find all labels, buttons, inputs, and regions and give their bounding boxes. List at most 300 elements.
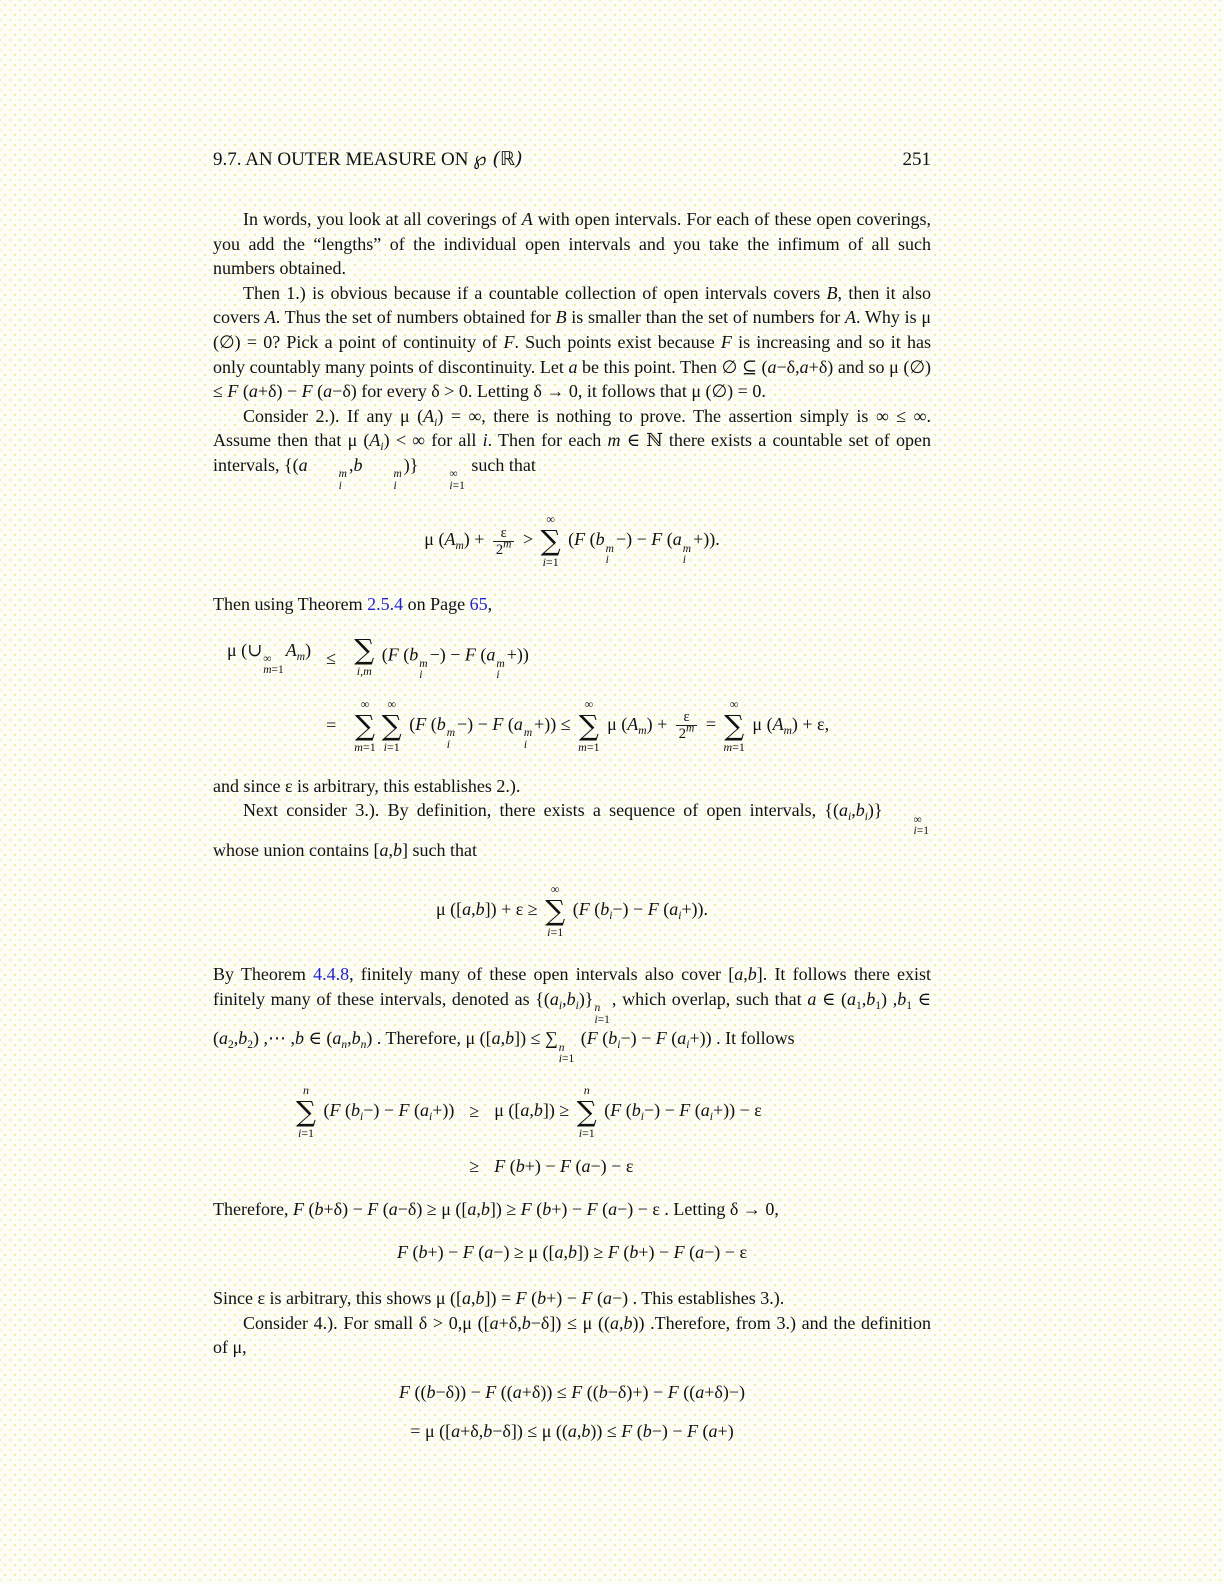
subscript [360,1111,363,1123]
math-var: m [682,542,692,555]
math-var: b [480,1198,490,1219]
sigma-icon: ∑ [578,708,599,742]
fraction [493,525,515,558]
math-var: a [708,1420,718,1441]
sigma-icon: ∑ [354,708,375,742]
sup-sub-stack [559,1043,574,1066]
math-var: a [491,1028,501,1049]
math-var: F [399,1381,410,1402]
subscript [710,1111,713,1123]
math-var: F [464,644,476,665]
math-var: i [419,669,423,682]
math-var: F [651,529,663,550]
summation [382,698,402,754]
paragraph: Therefore, F (b+δ) − F (a−δ) ≥ μ ([a,b]) ≥ F (b+) − F (a−) − ε . Letting δ → 0, [213,1198,779,1219]
math-var: F [610,1099,622,1120]
math-var: i [617,1039,621,1052]
math-var: b [866,988,876,1009]
sum-lower-limit: i=1 [547,925,564,940]
aligned-equations [213,1084,931,1177]
math-var: A [285,639,297,660]
math-var: F [560,1155,572,1176]
math-var: F [415,713,427,734]
math-var: b [608,1028,618,1049]
sub-row [606,555,609,567]
math-var: a [700,1099,710,1120]
display-equation: μ ([a,b]) + ε ≥ ∞ ∑ i=1 (F $(b_i-) - F$ $(a_i+)$). [435,882,709,940]
aligned-equations [213,632,931,754]
subscript [341,1039,347,1051]
math-var: i [338,479,342,492]
subscript [617,1039,620,1051]
sum-lower-limit: i=1 [383,739,400,754]
math-var: A [772,713,784,734]
sup-sub-stack [263,654,284,677]
math-var: m [496,657,505,670]
math-var: i [848,811,852,824]
math-var: i [558,1053,562,1065]
math-var: F [492,713,504,734]
math-var: i [434,416,438,429]
equation-cell: ≥ [469,1101,480,1121]
math-var: F [679,1099,691,1120]
math-var: F [586,1198,598,1219]
math-var: a [388,1198,398,1219]
math-var: a [669,899,679,920]
math-var: a [486,644,496,665]
math-var: b [623,1312,633,1333]
sum-upper-limit: ∞ [387,696,396,711]
sum-lower-limit: m=1 [578,739,600,754]
math-var: F [387,644,399,665]
subscript [641,1111,644,1123]
math-var: b [533,1099,543,1120]
math-var: n [341,1039,348,1052]
math-var: b [747,964,757,985]
math-var: i [449,479,453,492]
math-var: F [462,1242,474,1263]
math-var: a [484,1242,494,1263]
math-var: b [505,1028,515,1049]
superscript [686,723,694,735]
math-var: i [482,430,488,451]
math-var: b [314,1198,324,1219]
math-var: i [709,1110,713,1123]
equation-line: = μ ([a+δ,b−δ]) ≤ μ ((a,b)) ≤ F (b−) − F (a+) [410,1420,734,1441]
subscript [784,725,792,737]
math-var: a [695,1381,705,1402]
math-var: A [521,209,533,229]
summation [545,883,565,939]
sum-upper-limit: ∞ [729,696,739,711]
math-var: m [363,663,372,678]
math-var: F [494,1155,506,1176]
math-var: b [598,1381,608,1402]
math-var: m [446,727,456,740]
paragraph: Consider 2.). If any μ $(A_i)$ = ∞, there is nothing to prove. The assertion simply is ∞ ≤ ∞. Assume then that μ $(A_i)$ < ∞ for all i. Then for each m ∈ ℕ there exists a countable set of open intervals, {(a m i ,b m i )} ∞ i=1 such that [213,405,931,492]
summation [578,698,599,754]
sigma-icon: ∑ [545,894,566,928]
summation [577,1084,597,1140]
math-var: a [248,381,258,402]
math-var: F [503,331,515,352]
math-var: m [419,657,428,670]
math-var: A [444,529,456,550]
math-var: b [295,1028,304,1049]
math-var: A [845,307,856,328]
math-var: i [640,1110,644,1123]
numerator: ε [683,709,690,726]
paragraph: and since ε is arbitrary, this establishes 2.). [213,775,521,796]
math-var: a [581,1155,591,1176]
summation [296,1084,316,1140]
sup-sub-stack [419,469,464,492]
denominator: 2$^m$ [676,725,698,742]
equation-cell: = [326,715,337,736]
sub-row [309,481,342,493]
sigma-icon: ∑ [381,708,402,742]
page-content [213,207,931,1442]
sup-sub-stack [524,728,532,751]
math-var: a [609,1312,619,1333]
paragraph: Then using Theorem 2.5.4 on Page 65, [213,594,493,615]
math-var: b [537,1288,547,1309]
equation-cell: ∑ i,m (F (b m i −) − F (a m i +)) [354,632,529,682]
sup-sub-stack [884,815,929,838]
math-var: b [351,1099,360,1120]
math-var: i [380,441,384,454]
math-var: F [673,1242,685,1263]
math-var: a [219,1028,228,1049]
sigma-icon: ∑ [724,708,745,742]
math-var: b [351,1028,361,1049]
math-var: B [826,282,838,303]
cross-reference-link[interactable]: 4.4.8 [313,964,350,985]
math-var: b [581,1420,591,1441]
math-var: m [723,739,733,754]
math-var: m [338,468,347,481]
math-var: i [575,999,579,1012]
math-var: b [567,1242,577,1263]
math-var: i [446,738,450,751]
math-var: B [555,307,567,328]
paragraph: Since ε is arbitrary, this shows μ ([a,b]) = F (b+) − F (a−) . This establishes 3.). [213,1288,785,1309]
math-var: b [238,1028,248,1049]
paragraph: Next consider 3.). By definition, there exists a sequence of open intervals, $\{(a_i,b_i)\}$ ∞ i=1 whose union contains [a,b] such that [213,800,929,860]
sup-sub-stack [683,544,691,567]
math-var: m [578,739,587,754]
math-var: m [686,722,695,735]
math-var: m [263,664,272,677]
math-var: a [513,713,523,734]
page-header [213,148,931,171]
sup-row: ∞ [263,652,272,665]
math-var: a [512,1381,522,1402]
math-var: F [621,1420,633,1441]
sum-lower-limit: i,m [356,663,372,678]
sup-sub-stack [363,469,401,492]
summation [541,513,561,569]
sub-row [447,740,450,752]
running-head [213,148,522,171]
math-var: a [323,381,333,402]
sub-row [524,740,527,752]
math-var: m [393,468,402,481]
math-var: F [578,899,590,920]
math-var: a [549,988,559,1009]
text-column [213,148,931,1460]
sum-upper-limit: ∞ [360,696,370,711]
math-var: A [627,713,639,734]
math-var: F [515,1288,527,1309]
math-var: a [695,1242,705,1263]
math-var: F [520,1198,532,1219]
summation [354,698,375,754]
math-var: b [409,644,419,665]
paragraph: In words, you look at all coverings of A with open intervals. For each of these open coverings, you add the “lengths” of the individual open intervals and you take the infimum of all such numbers obtained. [213,209,932,279]
sub-row [419,670,422,682]
math-var: F [655,1028,667,1049]
math-var: i [523,738,528,751]
sup-sub-stack [594,1003,609,1026]
subscript [576,1000,579,1012]
math-var: b [629,1242,639,1263]
math-var: F [687,1420,699,1441]
sup-sub-stack [606,544,614,567]
sup-sub-stack [496,659,504,682]
sigma-icon: ∑ [354,632,375,666]
math-var: b [426,1381,436,1402]
subscript [455,540,463,552]
math-var: F [586,1028,598,1049]
math-var: i [605,554,609,567]
subscript [429,1111,432,1123]
math-var: b [631,1099,641,1120]
math-var: i [429,1110,433,1123]
sub-row: i=1 [449,479,465,492]
math-var: a [734,964,744,985]
math-var: A [369,430,381,451]
equation-cell: ≥ [469,1155,480,1176]
page-number: 251 [902,149,931,170]
math-var: m [455,540,464,553]
section-title: 9.7. AN OUTER MEASURE ON [213,149,469,170]
sigma-icon: ∑ [296,1094,316,1128]
sup-sub-stack [309,469,347,492]
math-var: a [602,1288,612,1309]
sum-upper-limit: ∞ [546,512,555,527]
math-var: b [897,988,907,1009]
math-var: a [420,1099,429,1120]
sum-upper-limit: ∞ [550,882,560,897]
cross-reference-link[interactable]: 2.5.4 [367,594,404,615]
sigma-icon: ∑ [540,524,561,558]
subscript [380,441,383,453]
subscript [559,1000,562,1012]
math-var: i [393,479,397,492]
math-var: F [397,1242,408,1263]
sum-lower-limit: i=1 [578,1125,595,1140]
equation-cell: n ∑ i=1 (F $(b_i-) - F$ $(a_i+)$) [296,1082,455,1140]
math-var: A [264,307,276,328]
math-var: a [379,839,389,860]
math-var: a [608,1198,618,1219]
math-var: b [595,529,605,550]
sup-row: ∞ [449,468,458,481]
math-var: i [913,825,917,838]
subscript [678,910,681,922]
math-var: i [864,811,868,824]
math-var: F [581,1288,593,1309]
display-equation-group [213,1382,931,1442]
math-var: i [609,910,613,923]
equation-line: F ((b−δ)) − F ((a+δ)) ≤ F ((b−δ)+) − F ((a+δ)−) [399,1381,745,1402]
summation [354,632,375,678]
sum-lower-limit: m=1 [723,739,745,754]
math-var: F [301,381,313,402]
math-var: i [360,1110,364,1123]
math-var: a [451,1420,461,1441]
paragraph: Then 1.) is obvious because if a countable collection of open intervals covers B, then it also covers A. Thus the set of numbers obtained for B is smaller than the set of numbers for A. Why is μ (∅) = 0? Pick a point of continuity of F. Such points exist because F is increasing and so it has only countably many points of discontinuity. Let a be this point. Then ∅ ⊆ (a−δ,a+δ) and so μ (∅) ≤ F (a+δ) − F (a−δ) for every δ > 0. Letting δ → 0, it follows that μ (∅) = 0. [213,282,931,402]
math-var: a [672,529,682,550]
paragraph: Consider 4.). For small δ > 0,μ ([a+δ,b−δ]) ≤ μ ((a,b)) .Therefore, from 3.) and the definition of μ, [213,1312,932,1358]
math-var: F [292,1198,304,1219]
equation-cell: ∞ ∑ m=1 ∞ ∑ i=1 (F (b m i −) − F (a m i +)) ≤ ∞ ∑ m=1 μ $(A_m)$ + $\frac{\varepsilon}{2^m}$ = ∞ ∑ m=1 μ $(A_m) + \varepsilon$, [354,696,830,754]
math-var: n [558,1041,565,1054]
math-var: i [496,669,500,682]
math-var: b [642,1420,652,1441]
math-var: i [558,999,563,1012]
math-var: n [594,1002,601,1015]
math-var: b [542,1198,552,1219]
superscript [503,538,511,550]
math-var: F [329,1099,341,1120]
math-var: F [571,1381,583,1402]
math-var: a [298,454,308,475]
math-var: F [485,1381,497,1402]
math-var: m [638,724,647,737]
math-var: i [594,1013,598,1026]
subscript: 2 [247,1039,253,1052]
math-var: b [475,1288,485,1309]
math-var: b [475,899,485,920]
equation-cell: ≤ [326,647,336,668]
sum-lower-limit: i=1 [297,1125,315,1140]
math-var: F [720,331,732,352]
math-var: F [647,899,659,920]
subscript: 2 [228,1039,234,1052]
math-var: F [607,1242,619,1263]
math-var: a [677,1028,687,1049]
math-var: m [607,430,621,451]
math-var: a [332,1028,342,1049]
math-var: a [767,356,777,377]
equation-cell: μ ([a,b]) ≥ n ∑ i=1 (F $(b_i-) - F$ $(a_i+)) - \varepsilon$ [494,1082,762,1140]
math-var: b [392,839,402,860]
math-var: i [682,554,686,567]
math-var: a [568,356,578,377]
sum-lower-limit: m=1 [354,739,376,754]
math-var: a [847,988,857,1009]
sub-row [683,555,686,567]
equation-cell: μ (∪ ∞ m=1 $A_m$) [227,639,312,677]
subscript [865,811,868,823]
sub-row: i=1 [558,1053,575,1065]
math-var: i [578,1125,583,1140]
sup-sub-stack [447,728,455,751]
sub-row: i=1 [913,825,929,838]
sup-row: ∞ [913,813,922,826]
math-var: b [855,800,865,821]
math-var: a [489,1312,499,1333]
math-var: a [567,1420,577,1441]
math-var: F [227,381,239,402]
sub-row: i=1 [594,1013,610,1026]
math-var: m [503,538,512,551]
math-var: b [521,1312,531,1333]
fraction [676,709,698,742]
math-var: F [398,1099,410,1120]
equation-cell: F (b+) − F (a−) − ε [494,1155,634,1176]
math-var: a [462,899,472,920]
display-equation: F (b+) − F (a−) ≥ μ ([a,b]) ≥ F (b+) − F (a−) − ε [397,1242,747,1263]
sup-sub-stack [419,659,427,682]
math-var: n [303,1082,309,1097]
denominator: 2$^m$ [493,541,515,558]
math-var: i [686,1039,690,1052]
subscript: 1 [856,999,862,1012]
cross-reference-link[interactable]: 65 [469,594,488,615]
subscript [848,811,851,823]
math-var: F [667,1381,679,1402]
math-var: b [418,1242,428,1263]
math-var: i [542,555,546,570]
math-var: m [296,650,306,663]
math-var: a [467,1198,477,1219]
math-var: a [462,1288,472,1309]
subscript: 1 [875,999,882,1012]
summation [723,698,744,754]
sigma-icon: ∑ [576,1094,597,1128]
subscript [609,910,612,922]
sub-row: m=1 [263,664,284,677]
math-var: m [605,542,614,555]
math-var: F [574,529,586,550]
math-var: b [353,454,363,475]
math-var: b [600,899,610,920]
math-var: b [436,713,446,734]
math-var: b [566,988,576,1009]
sum-lower-limit: i=1 [542,555,559,570]
subscript [434,417,437,429]
math-var: a [554,1242,564,1263]
math-var: b [483,1420,493,1441]
math-var: n [360,1039,367,1052]
math-var: m [523,727,533,740]
math-var: m [783,724,792,737]
powerset-of-reals-symbol: ℘ (ℝ) [473,148,523,170]
display-equation: μ $(A_m)$ + $\frac{\varepsilon}{2^m}$ > ∞ ∑ i=1 (F (b m i −) − F (a m i +)). [424,512,720,570]
subscript: 1 [906,999,912,1012]
sub-row [363,481,396,493]
math-var: a [520,1099,530,1120]
math-var: i [356,663,361,678]
math-var: i [678,910,682,923]
sub-row [496,670,499,682]
math-var: i [297,1125,302,1140]
sum-upper-limit: ∞ [584,696,594,711]
subscript [361,1039,367,1051]
